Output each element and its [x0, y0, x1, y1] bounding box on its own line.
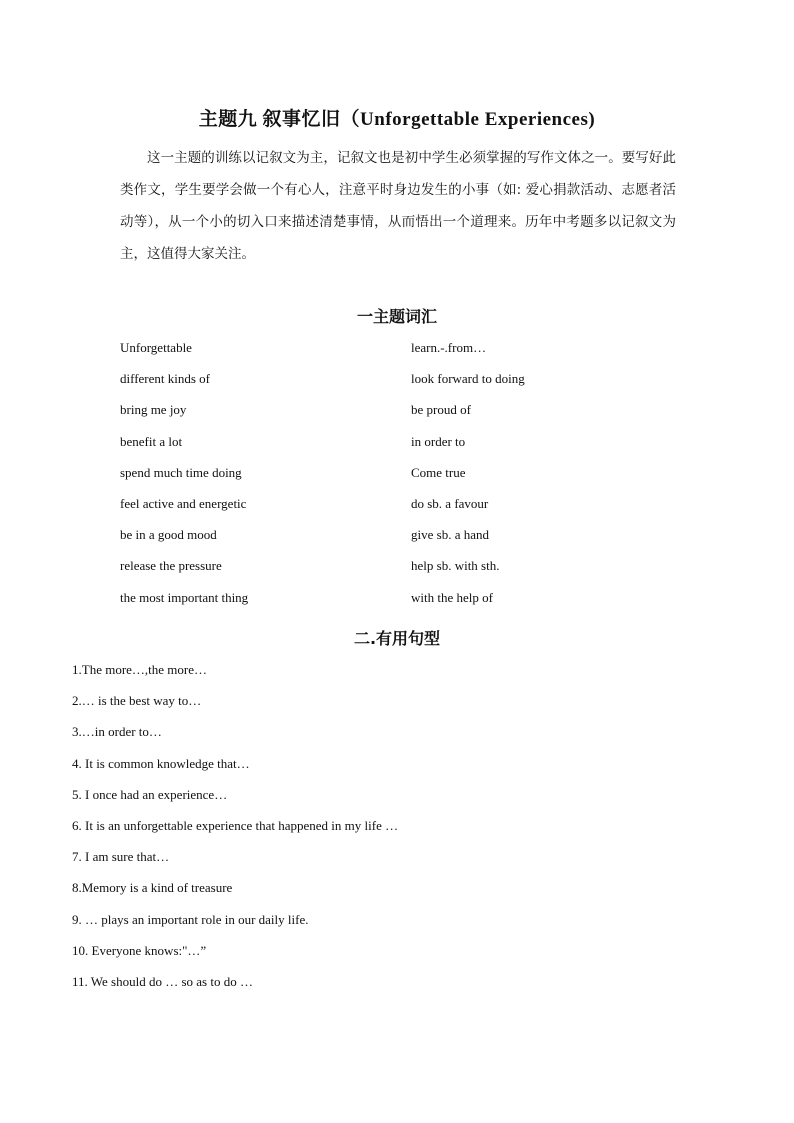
sentence-item: 11. We should do … so as to do … — [72, 973, 253, 989]
vocab-row — [120, 465, 680, 496]
document-title: 主题九 叙事忆旧（Unforgettable Experiences) — [198, 109, 596, 130]
intro-paragraph: 这一主题的训练以记叙文为主，记叙文也是初中学生必须掌握的写作文体之一。要写好此类作文，学生要学会做一个有心人，注意平时身边发生的小事（如: 爱心捐款活动、志愿者活动等），从一个小的切入口来描述清楚事情，从而悟出一个道理来。历年中考题多以记叙文为主，这值得大家关注。 — [120, 150, 676, 262]
vocab-row — [120, 558, 680, 589]
sentence-item: 4. It is common knowledge that… — [72, 755, 250, 771]
sentence-list — [72, 662, 712, 1005]
vocab-heading: 一主题词汇 — [356, 307, 437, 326]
vocab-term: Unforgettable — [120, 340, 192, 355]
vocab-term: release the pressure — [120, 558, 222, 574]
vocab-term: bring me joy — [120, 402, 187, 418]
sentence-item: 9. … plays an important role in our daily life. — [72, 911, 309, 927]
vocab-row — [120, 496, 680, 527]
vocab-term: learn.-.from… — [411, 340, 487, 355]
vocab-row — [120, 340, 680, 371]
vocab-term: be in a good mood — [120, 527, 217, 543]
sentence-item: 6. It is an unforgettable experience that happened in my life … — [72, 817, 399, 833]
vocab-term: different kinds of — [120, 371, 211, 387]
vocab-term: in order to — [411, 433, 466, 449]
vocab-term: feel active and energetic — [120, 495, 247, 511]
vocab-term: Come true — [411, 464, 466, 480]
vocab-row — [120, 590, 680, 621]
vocab-term: spend much time doing — [120, 464, 242, 480]
vocab-row — [120, 527, 680, 558]
vocab-term: look forward to doing — [411, 371, 525, 387]
vocab-term: give sb. a hand — [411, 527, 489, 543]
sentence-item: 7. I am sure that… — [72, 849, 170, 865]
vocab-row — [120, 371, 680, 402]
vocab-term: help sb. with sth. — [411, 558, 500, 574]
vocab-term: with the help of — [411, 589, 493, 605]
sentence-item: 2.… is the best way to… — [72, 693, 202, 709]
vocab-list — [120, 340, 680, 621]
vocab-term: benefit a lot — [120, 433, 183, 449]
sentence-item: 10. Everyone knows:"…” — [72, 942, 207, 958]
sentence-item: 1.The more…,the more… — [72, 662, 208, 677]
sentence-heading: 二.有用句型 — [353, 629, 441, 648]
vocab-term: be proud of — [411, 402, 471, 418]
sentence-item: 3.…in order to… — [72, 724, 162, 740]
vocab-term: the most important thing — [120, 589, 249, 605]
vocab-term: do sb. a favour — [411, 495, 489, 511]
vocab-row — [120, 402, 680, 433]
sentence-item: 8.Memory is a kind of treasure — [72, 880, 233, 896]
vocab-row — [120, 434, 680, 465]
sentence-item: 5. I once had an experience… — [72, 786, 228, 802]
